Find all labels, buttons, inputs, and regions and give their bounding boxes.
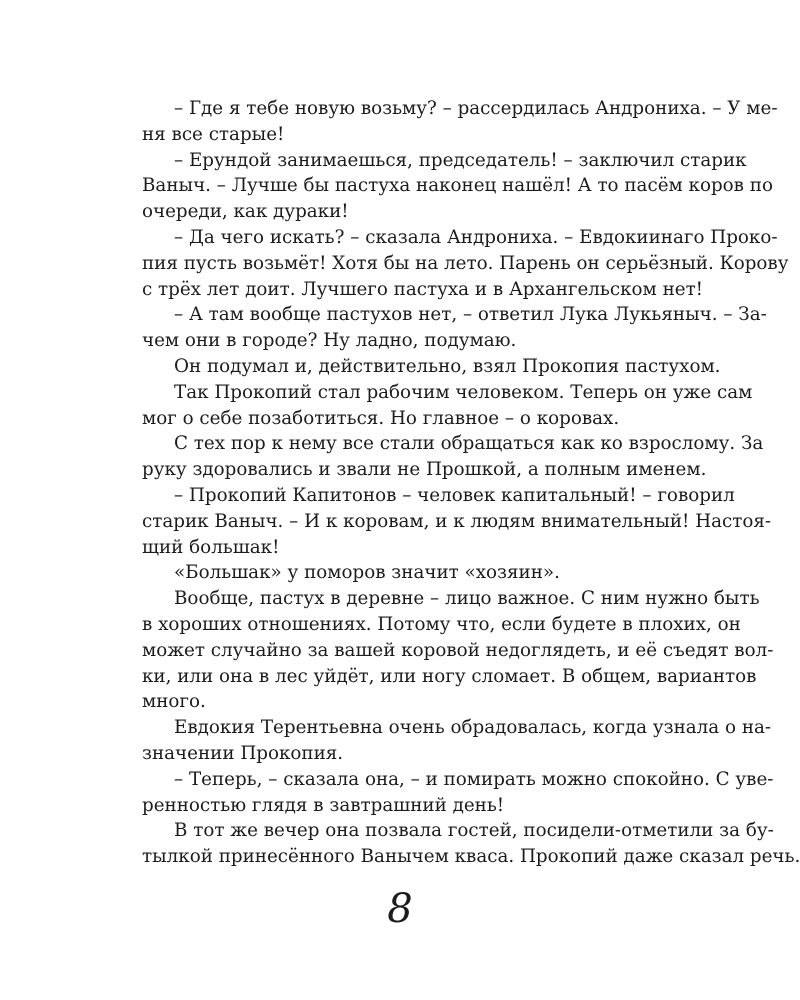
text-line: В тот же вечер она позвала гостей, посидели-отметили за бу- [174, 820, 774, 842]
text-line: Евдокия Терентьевна очень обрадовалась, когда узнала о на- [174, 717, 772, 739]
text-line: тылкой принесённого Ванычем кваса. Прокопий даже сказал речь. [142, 846, 800, 868]
text-line: пия пусть возьмёт! Хотя бы на лето. Парень он серьёзный. Корову [142, 252, 789, 274]
page-number: 8 [387, 886, 413, 932]
text-line: может случайно за вашей коровой недоглядеть, и её съедят вол- [142, 639, 774, 661]
text-line: Ваныч. – Лучше бы пастуха наконец нашёл! А то пасём коров по [142, 175, 773, 197]
text-line: Он подумал и, действительно, взял Прокопия пастухом. [174, 355, 721, 377]
text-line: мог о себе позаботиться. Но главное – о коровах. [142, 407, 620, 429]
body-text [142, 96, 800, 870]
text-line: Вообще, пастух в деревне – лицо важное. С ним нужно быть [174, 588, 760, 610]
text-line: – Прокопий Капитонов – человек капитальный! – говорил [174, 484, 735, 506]
text-line: С тех пор к нему все стали обращаться как ко взрослому. За [174, 433, 764, 455]
text-line: – Да чего искать? – сказала Андрониха. – Евдокиинаго Проко- [174, 226, 778, 248]
text-line: очереди, как дураки! [142, 201, 349, 223]
text-line: – А там вообще пастухов нет, – ответил Лука Лукьяныч. – За- [174, 304, 767, 326]
text-line: ренностью глядя в завтрашний день! [142, 794, 505, 816]
text-line: старик Ваныч. – И к коровам, и к людям внимательный! Настоя- [142, 510, 772, 532]
text-line: ня все старые! [142, 123, 285, 145]
text-line: «Большак» у поморов значит «хозяин». [174, 562, 560, 584]
text-line: чем они в городе? Ну ладно, подумаю. [142, 330, 517, 352]
text-line: – Ерундой занимаешься, председатель! – заключил старик [174, 149, 747, 171]
text-line: значении Прокопия. [142, 742, 344, 764]
text-line: ки, или она в лес уйдёт, или ногу сломает. В общем, вариантов [142, 665, 757, 687]
text-line: – Теперь, – сказала она, – и помирать можно спокойно. С уве- [174, 768, 774, 790]
text-line: Так Прокопий стал рабочим человеком. Теперь он уже сам [174, 381, 753, 403]
text-line: с трёх лет доит. Лучшего пастуха и в Архангельском нет! [142, 278, 704, 300]
text-line: руку здоровались и звали не Прошкой, а полным именем. [142, 459, 707, 481]
text-line: щий большак! [142, 536, 280, 558]
text-line: – Где я тебе новую возьму? – рассердилась Андрониха. – У ме- [174, 98, 778, 119]
text-line: много. [142, 691, 206, 713]
text-line: в хороших отношениях. Потому что, если будете в плохих, он [142, 613, 741, 635]
